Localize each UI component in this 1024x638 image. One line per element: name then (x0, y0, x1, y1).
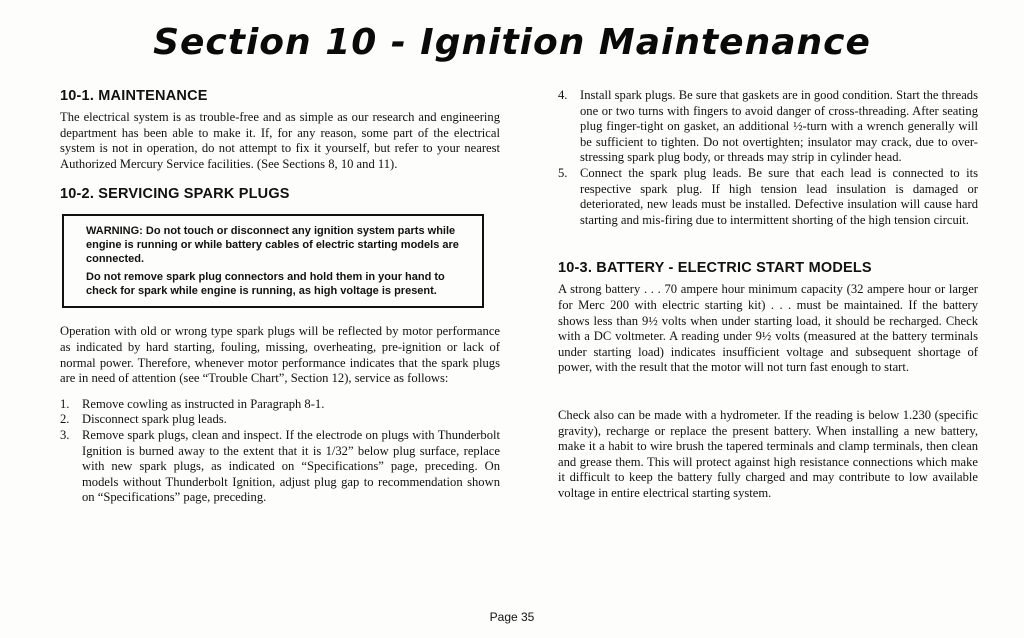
step-number: 3. (60, 427, 70, 442)
warning-text-2: Do not remove spark plug connectors and hold them in your hand to check for spark while engine is running, as high voltage is present. (86, 271, 445, 298)
spark-plugs-intro: Operation with old or wrong type spark plugs will be reflected by motor performance as indicated by hard starting, fouling, missing, overheating, pre-ignition or lack of normal power. Therefore, whenever motor performance indicates that the spark plugs are in need of attention (see “Trouble Chart”, Section 12), service as follows: (60, 324, 500, 386)
battery-heading: 10-3. BATTERY - ELECTRIC START MODELS (558, 260, 872, 277)
page-title: Section 10 - Ignition Maintenance (153, 22, 871, 63)
maintenance-heading: 10-1. MAINTENANCE (60, 88, 208, 104)
warning-box (62, 214, 484, 308)
step-text: Remove cowling as instructed in Paragraph 8-1. (82, 396, 325, 411)
left-column (60, 88, 500, 506)
step-number: 2. (60, 412, 70, 427)
spark-plugs-steps-right (558, 88, 978, 228)
list-item (558, 88, 978, 166)
step-text: Install spark plugs. Be sure that gaskets are in good condition. Start the threads one or two turns with fingers to avoid danger of cross-threading. After seating plug finger-tight on gasket, an additional ½-turn with a wrench generally will be sufficient to tighten. Do not overtighten; insulator may crack, due to over-stressing spark plug body, or threads may strip in cylinder head. (580, 88, 978, 165)
list-item (558, 166, 978, 228)
step-text: Remove spark plugs, clean and inspect. If the electrode on plugs with Thunderbolt Ignition is burned away to the extent that it is 1/32” below plug surface, replace with new spark plugs, as indicated on “Specifications” page, preceding. On models without Thunderbolt Ignition, adjust plug gap to recommendation shown on “Specifications” page, preceding. (82, 427, 500, 505)
list-item (60, 397, 500, 413)
page-number: Page 35 (489, 610, 535, 624)
right-column (558, 88, 978, 501)
step-text: Disconnect spark plug leads. (82, 412, 227, 427)
spark-plugs-heading: 10-2. SERVICING SPARK PLUGS (60, 186, 290, 203)
step-number: 1. (60, 396, 70, 411)
battery-paragraph-2: Check also can be made with a hydrometer. If the reading is below 1.230 (specific gravity), recharge or replace the present battery. When installing a new battery, make it a habit to wire brush the tapered terminals and clamp terminals, then clean and grease them. This will protect against high resistance connections which make it difficult to keep the battery fully charged and may contribute to low available voltage in entire electrical starting system. (558, 407, 978, 500)
warning-text-1: WARNING: Do not touch or disconnect any ignition system parts while engine is running or while battery cables of electric starting models are connected. (86, 225, 459, 266)
step-number: 5. (558, 165, 568, 180)
step-number: 4. (558, 88, 568, 102)
spark-plugs-steps-left (60, 397, 500, 506)
list-item (60, 428, 500, 506)
battery-paragraph-1: A strong battery . . . 70 ampere hour minimum capacity (32 ampere hour or larger for Merc 200 with electric starting kit) . . . must be maintained. If the battery shows less than 9½ volts when under starting load, it should be recharged. Check with a DC voltmeter. A reading under 9½ volts (measured at the battery terminals under starting load) indicates insufficient voltage and subsequent shortage of power, with the result that the motor will not turn fast enough to start. (558, 282, 978, 375)
maintenance-body: The electrical system is as trouble-free and as simple as our research and engineering department has been able to make it. If, for any reason, some part of the electrical system is not in operation, do not attempt to fix it yourself, but refer to your nearest Authorized Mercury Service facilities. (See Sections 8, 10 and 11). (60, 110, 500, 171)
list-item (60, 412, 500, 428)
step-text: Connect the spark plug leads. Be sure that each lead is connected to its respective spark plug. If high tension lead insulation is damaged or deteriorated, new leads must be installed. Defective insulation will cause hard starting and mis-firing due to intermittent shorting of the high tension circuit. (580, 165, 978, 227)
